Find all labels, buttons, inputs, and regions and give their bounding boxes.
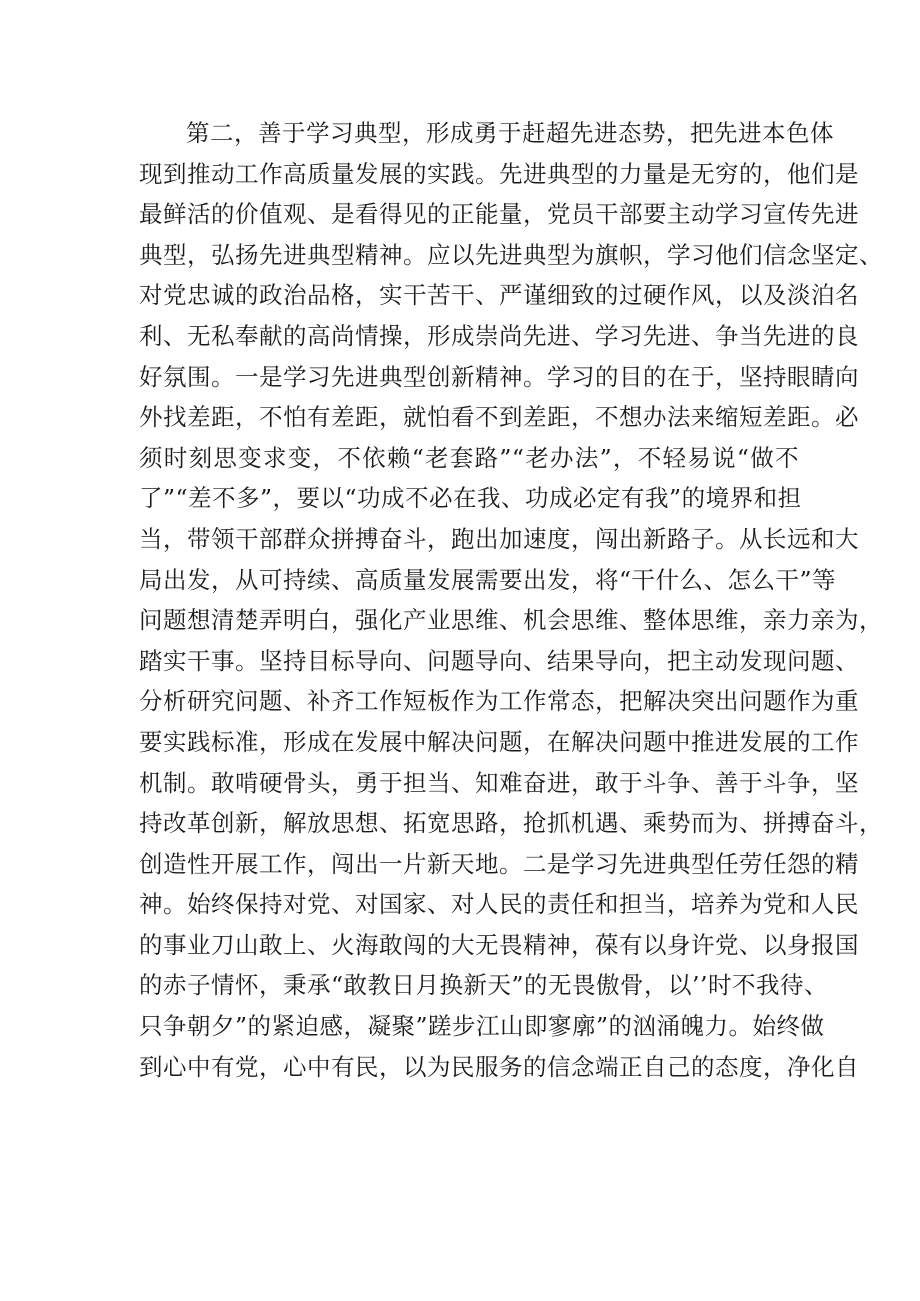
text-line: 神。始终保持对党、对国家、对人民的责任和担当，培养为党和人民 xyxy=(139,890,859,919)
text-line: 要实践标准，形成在发展中解决问题，在解决问题中推进发展的工作 xyxy=(139,727,859,756)
text-line: 只争朝夕”的紧迫感，凝聚”蹉步江山即寥廓”的汹涌魄力。始终做 xyxy=(139,1012,825,1041)
text-line: 分析研究问题、补齐工作短板作为工作常态，把解决突出问题作为重 xyxy=(139,687,859,716)
text-line: 最鲜活的价值观、是看得见的正能量，党员干部要主动学习宣传先进 xyxy=(139,200,859,229)
text-line: 好氛围。一是学习先进典型创新精神。学习的目的在于，坚持眼睛向 xyxy=(139,362,859,391)
text-line: 外找差距，不怕有差距，就怕看不到差距，不想办法来缩短差距。必 xyxy=(139,403,859,432)
text-line: 了”“差不多”，要以“功成不必在我、功成必定有我”的境界和担 xyxy=(139,484,802,513)
text-line: 第二，善于学习典型，形成勇于赶超先进态势，把先进本色体 xyxy=(186,119,834,147)
text-line: 利、无私奉献的高尚情操，形成崇尚先进、学习先进、争当先进的良 xyxy=(139,321,859,350)
text-line: 典型，弘扬先进典型精神。应以先进典型为旗帜，学习他们信念坚定、 xyxy=(139,240,883,269)
text-line: 持改革创新，解放思想、拓宽思路，抢抓机遇、乘势而为、拼搏奋斗， xyxy=(139,809,883,838)
text-line: 的事业刀山敢上、火海敢闯的大无畏精神，葆有以身许党、以身报国 xyxy=(139,930,859,959)
text-line: 问题想清楚弄明白，强化产业思维、机会思维、整体思维，亲力亲为， xyxy=(139,606,883,635)
text-line: 创造性开展工作，闯出一片新天地。二是学习先进典型任劳任怨的精 xyxy=(139,849,859,878)
text-line: 局出发，从可持续、高质量发展需要出发，将“干什么、怎么干”等 xyxy=(139,565,837,594)
text-line: 机制。敢啃硬骨头，勇于担当、知难奋进，敢于斗争、善于斗争，坚 xyxy=(139,768,859,797)
text-line: 对党忠诚的政治品格，实干苦干、严谨细致的过硬作风，以及淡泊名 xyxy=(139,281,859,310)
text-line: 须时刻思变求变，不依赖“老套路”“老办法”，不轻易说“做不 xyxy=(139,443,799,472)
text-line: 当，带领干部群众拼搏奋斗，跑出加速度，闯出新路子。从长远和大 xyxy=(139,524,859,553)
text-line: 到心中有党，心中有民，以为民服务的信念端正自己的态度，净化自 xyxy=(139,1052,859,1081)
text-line: 的赤子情怀，秉承“敢教日月换新天”的无畏傲骨，以’’时不我待、 xyxy=(139,971,828,1000)
text-line: 现到推动工作高质量发展的实践。先进典型的力量是无穷的，他们是 xyxy=(139,159,859,188)
text-line: 踏实干事。坚持目标导向、问题导向、结果导向，把主动发现问题、 xyxy=(139,646,859,675)
body-paragraph xyxy=(139,113,883,1087)
